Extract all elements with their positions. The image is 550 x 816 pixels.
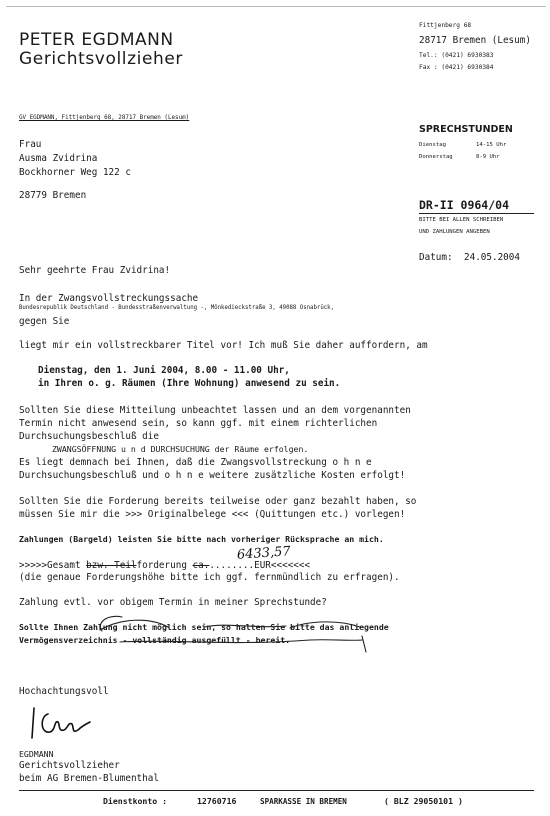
footer-account-number: 12760716	[197, 796, 237, 806]
total-struck-partial: bzw. Teil	[86, 560, 137, 571]
sender-fax: Fax : (0421) 6930384	[419, 64, 494, 71]
date-label: Datum:	[419, 252, 453, 263]
total-note: (die genaue Forderungshöhe bitte ich ggf. fernmündlich zu erfragen).	[19, 572, 400, 583]
total-struck-approx: ca.	[192, 560, 210, 571]
office-hours-day-2: Donnerstag	[419, 154, 453, 160]
sender-street: Fittjenberg 68	[419, 22, 472, 29]
recipient-street: Bockhorner Weg 122 c	[19, 167, 131, 178]
paragraph-2-line-6: Durchsuchungsbeschluß und o h n e weitere zusätzliche Kosten erfolgt!	[19, 470, 406, 481]
greeting: Sehr geehrte Frau Zvidrina!	[19, 265, 171, 276]
paragraph-5: Zahlung evtl. vor obigem Termin in meiner Sprechstunde?	[19, 597, 327, 608]
reference-note-2: UND ZAHLUNGEN ANGEBEN	[419, 229, 490, 235]
signature-title: Gerichtsvollzieher	[19, 760, 120, 771]
footer-account-label: Dienstkonto :	[103, 796, 168, 806]
recipient-city: 28779 Bremen	[19, 190, 87, 201]
total-middle: forderung	[136, 560, 193, 571]
return-address: GV EGDMANN, Fittjenberg 68, 28717 Bremen (Lesum)	[19, 115, 190, 121]
paragraph-3-line-2: müssen Sie mir die >>> Originalbelege <<< (Quittungen etc.) vorlegen!	[19, 509, 406, 520]
sender-name: PETER EGDMANN	[19, 30, 174, 50]
creditor: Bundesrepublik Deutschland - Bundesstraßenverwaltung -, Mönkedieckstraße 3, 49088 Osnabrück,	[19, 305, 335, 311]
handwritten-total-amount: 6433,57	[236, 544, 292, 563]
recipient-salutation: Frau	[19, 139, 42, 150]
reference-note-1: BITTE BEI ALLEN SCHREIBEN	[419, 217, 504, 223]
signature-name: EGDMANN	[19, 749, 54, 759]
reference-number: DR-II 0964/04	[419, 198, 510, 212]
paragraph-3-line-1: Sollten Sie die Forderung bereits teilweise oder ganz bezahlt haben, so	[19, 496, 417, 507]
case-intro: In der Zwangsvollstreckungssache	[19, 293, 199, 304]
office-hours-day-1: Dienstag	[419, 142, 446, 148]
office-hours-time-1: 14-15 Uhr	[476, 142, 507, 148]
paragraph-2-line-5: Es liegt demnach bei Ihnen, daß die Zwangsvollstreckung o h n e	[19, 457, 372, 468]
sender-city: 28717 Bremen (Lesum)	[419, 35, 531, 46]
appointment-line-2: in Ihren o. g. Räumen (Ihre Wohnung) anwesend zu sein.	[38, 378, 341, 389]
appointment-line-1: Dienstag, den 1. Juni 2004, 8.00 - 11.00 Uhr,	[38, 365, 290, 376]
office-hours-time-2: 8-9 Uhr	[476, 154, 500, 160]
handwritten-signature	[28, 700, 98, 742]
date-value: 24.05.2004	[464, 252, 520, 263]
footer-bank: SPARKASSE IN BREMEN	[260, 797, 347, 806]
recipient-name: Ausma Zvidrina	[19, 153, 98, 164]
footer-blz: ( BLZ 29050101 )	[384, 796, 463, 806]
paragraph-2-line-1: Sollten Sie diese Mitteilung unbeachtet lassen und an dem vorgenannten	[19, 405, 411, 416]
against-line: gegen Sie	[19, 316, 70, 327]
total-suffix: EUR<<<<<<<	[254, 560, 311, 571]
paragraph-6-line-1: Sollte Ihnen Zahlung nicht möglich sein, so halten Sie bitte das anliegende	[19, 622, 389, 632]
total-prefix: >>>>>Gesamt	[19, 560, 87, 571]
paragraph-2-line-3: Durchsuchungsbeschluß die	[19, 431, 159, 442]
paragraph-4: Zahlungen (Bargeld) leisten Sie bitte nach vorheriger Rücksprache an mich.	[19, 534, 384, 544]
paragraph-2-line-2: Termin nicht anwesend sein, so kann ggf. mit einem richterlichen	[19, 418, 378, 429]
office-hours-heading: SPRECHSTUNDEN	[419, 124, 513, 135]
paragraph-2-line-4: ZWANGSÖFFNUNG u n d DURCHSUCHUNG der Räume erfolgen.	[52, 444, 309, 454]
sender-title: Gerichtsvollzieher	[19, 49, 184, 69]
signature-court: beim AG Bremen-Blumenthal	[19, 773, 159, 784]
closing: Hochachtungsvoll	[19, 686, 109, 697]
paragraph-1: liegt mir ein vollstreckbarer Titel vor! Ich muß Sie daher auffordern, am	[19, 340, 428, 351]
paragraph-6-line-2: Vermögensverzeichnis - vollständig ausgefüllt - bereit.	[19, 635, 291, 645]
footer-rule	[19, 790, 534, 791]
sender-tel: Tel.: (0421) 6930383	[419, 52, 494, 59]
total-dots: ........	[209, 560, 255, 571]
